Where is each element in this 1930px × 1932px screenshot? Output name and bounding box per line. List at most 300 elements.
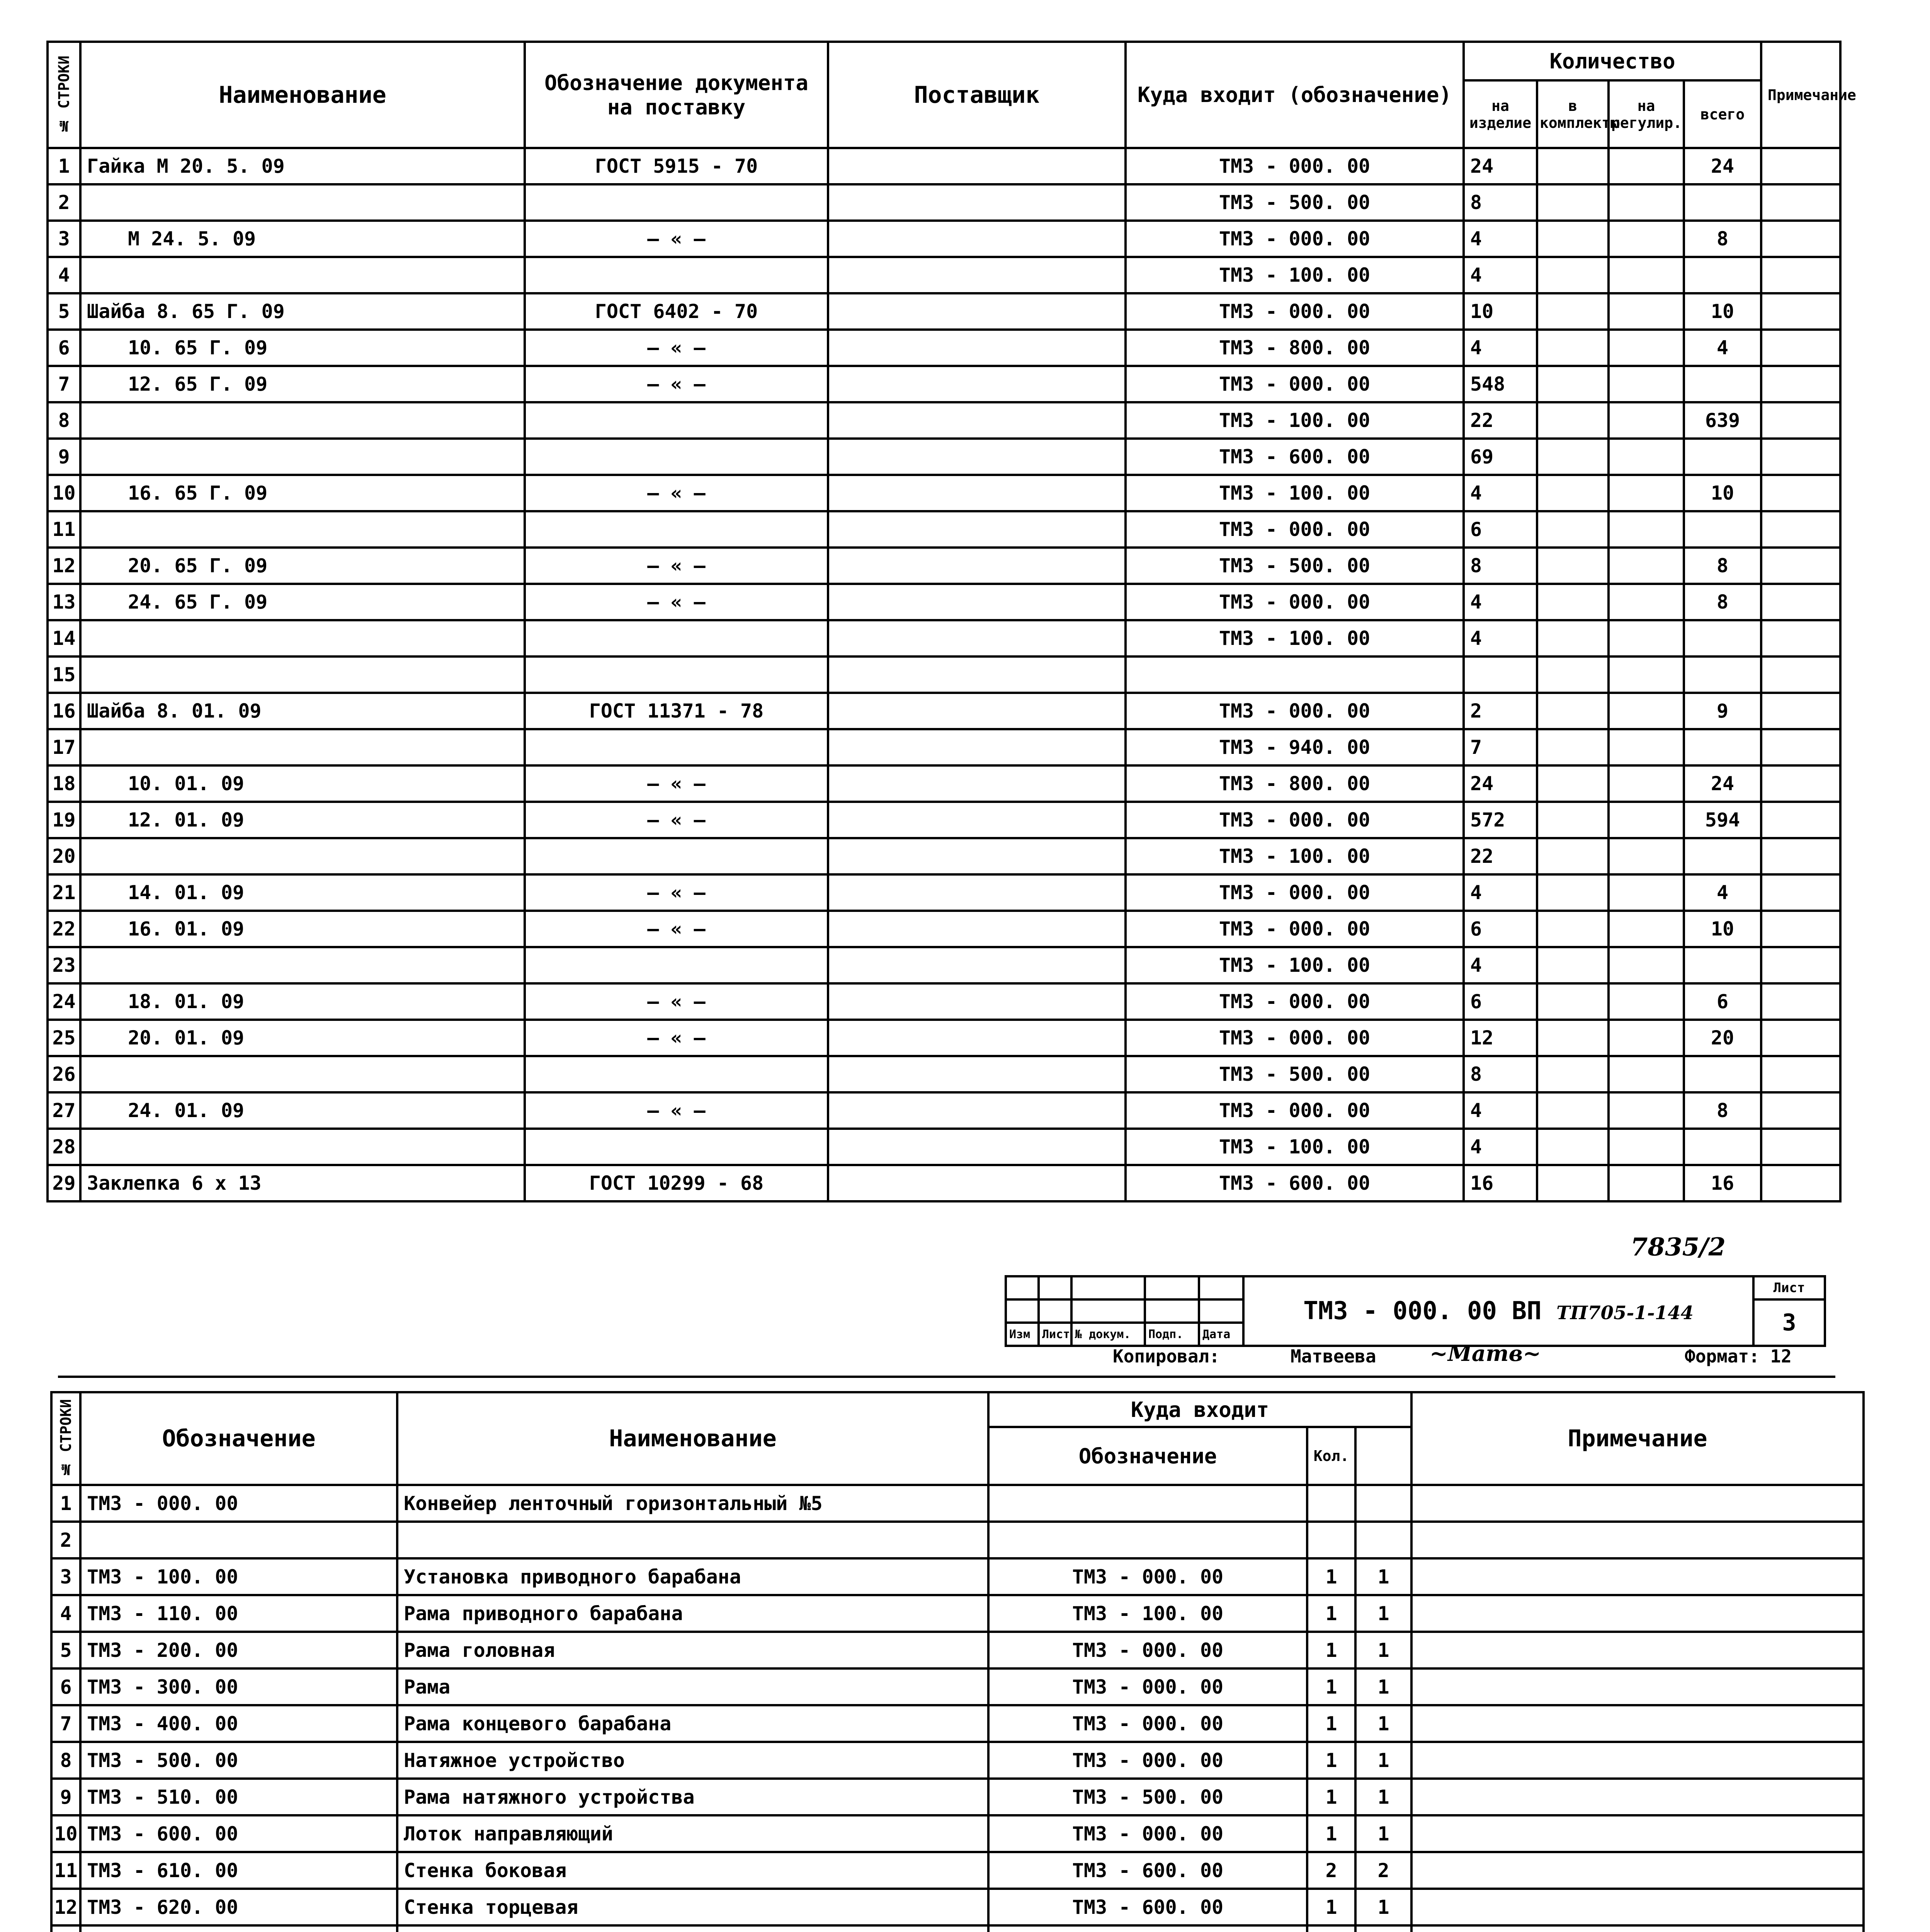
item-name bbox=[80, 184, 525, 221]
row-number: 29 bbox=[48, 1165, 80, 1201]
supplier-cell bbox=[828, 947, 1126, 983]
supplier-cell bbox=[828, 765, 1126, 802]
doc-designation: — « — bbox=[525, 911, 828, 947]
qty-item: 572 bbox=[1464, 802, 1537, 838]
supplier-cell bbox=[828, 184, 1126, 221]
qty-total bbox=[1684, 620, 1761, 656]
where-used: ТМ3 - 000. 00 bbox=[1126, 1092, 1464, 1129]
qty-total: 1 bbox=[1355, 1595, 1411, 1632]
qty-total: 9 bbox=[1684, 693, 1761, 729]
qty-item: 24 bbox=[1464, 148, 1537, 184]
supplier-cell bbox=[828, 983, 1126, 1020]
table-row bbox=[48, 1056, 1840, 1092]
item-name: 10. 01. 09 bbox=[80, 765, 525, 802]
qty-total: 24 bbox=[1684, 148, 1761, 184]
row-number: 16 bbox=[48, 693, 80, 729]
qty-adj bbox=[1609, 184, 1684, 221]
doc-designation: ГОСТ 5915 - 70 bbox=[525, 148, 828, 184]
qty-adj bbox=[1609, 257, 1684, 293]
qty-item: 10 bbox=[1464, 293, 1537, 330]
qty-adj bbox=[1609, 475, 1684, 511]
qty-total: 1 bbox=[1355, 1668, 1411, 1705]
qty-kit bbox=[1537, 584, 1609, 620]
qty-kit bbox=[1537, 293, 1609, 330]
qty-item: 8 bbox=[1464, 548, 1537, 584]
table-row bbox=[48, 729, 1840, 765]
note-cell bbox=[1411, 1705, 1864, 1742]
qty-kit bbox=[1537, 620, 1609, 656]
qty-item: 4 bbox=[1464, 584, 1537, 620]
where-used: ТМ3 - 100. 00 bbox=[1126, 475, 1464, 511]
qty-adj bbox=[1609, 656, 1684, 693]
row-number: 4 bbox=[48, 257, 80, 293]
item-name bbox=[397, 1522, 988, 1558]
qty: 1 bbox=[1307, 1668, 1355, 1705]
qty-kit bbox=[1537, 511, 1609, 548]
header-where-des: Обозначение bbox=[988, 1427, 1307, 1485]
qty-adj bbox=[1609, 947, 1684, 983]
where-used: ТМ3 - 600. 00 bbox=[988, 1889, 1307, 1925]
where-used: ТМ3 - 000. 00 bbox=[988, 1742, 1307, 1779]
qty-kit bbox=[1537, 729, 1609, 765]
note-cell bbox=[1761, 293, 1840, 330]
supplier-cell bbox=[828, 402, 1126, 439]
where-used: ТМ3 - 000. 00 bbox=[1126, 293, 1464, 330]
where-used: ТМ3 - 000. 00 bbox=[988, 1668, 1307, 1705]
item-name: 12. 65 Г. 09 bbox=[80, 366, 525, 402]
designation: ТМ3 - 510. 00 bbox=[80, 1779, 397, 1815]
qty: 1 bbox=[1307, 1632, 1355, 1668]
table-row bbox=[48, 838, 1840, 874]
qty bbox=[1307, 1925, 1355, 1932]
designation: ТМ3 - 300. 00 bbox=[80, 1668, 397, 1705]
table-row bbox=[48, 874, 1840, 911]
note-cell bbox=[1761, 693, 1840, 729]
table-row bbox=[51, 1889, 1864, 1925]
qty-adj bbox=[1609, 620, 1684, 656]
note-cell bbox=[1761, 402, 1840, 439]
qty-adj bbox=[1609, 1129, 1684, 1165]
designation: ТМ3 - 110. 00 bbox=[80, 1595, 397, 1632]
qty-adj bbox=[1609, 838, 1684, 874]
item-name: Рама головная bbox=[397, 1632, 988, 1668]
qty-total bbox=[1684, 366, 1761, 402]
item-name bbox=[80, 1056, 525, 1092]
spec-table bbox=[50, 1391, 1865, 1932]
note-cell bbox=[1761, 620, 1840, 656]
table-row bbox=[48, 330, 1840, 366]
row-number: 23 bbox=[48, 947, 80, 983]
table-row bbox=[48, 947, 1840, 983]
note-cell bbox=[1411, 1558, 1864, 1595]
where-used: ТМ3 - 000. 00 bbox=[1126, 1020, 1464, 1056]
supplier-cell bbox=[828, 257, 1126, 293]
signature-copier: ~Матв~ bbox=[1430, 1341, 1541, 1366]
item-name: Шайба 8. 65 Г. 09 bbox=[80, 293, 525, 330]
stamp-col-label: № докум. bbox=[1071, 1323, 1145, 1346]
note-cell bbox=[1761, 548, 1840, 584]
item-name bbox=[80, 620, 525, 656]
supplier-cell bbox=[828, 1056, 1126, 1092]
qty-total: 1 bbox=[1355, 1779, 1411, 1815]
doc-designation: — « — bbox=[525, 330, 828, 366]
header-qty-item: на изделие bbox=[1464, 80, 1537, 148]
supplier-cell bbox=[828, 548, 1126, 584]
qty-total bbox=[1355, 1485, 1411, 1522]
header-qty-total: всего bbox=[1684, 80, 1761, 148]
where-used: ТМ3 - 600. 00 bbox=[1126, 1165, 1464, 1201]
table-row bbox=[51, 1558, 1864, 1595]
supplier-cell bbox=[828, 729, 1126, 765]
supplier-cell bbox=[828, 148, 1126, 184]
row-number: 21 bbox=[48, 874, 80, 911]
qty-adj bbox=[1609, 584, 1684, 620]
item-name: 14. 01. 09 bbox=[80, 874, 525, 911]
row-number: 19 bbox=[48, 802, 80, 838]
item-name: Рама bbox=[397, 1668, 988, 1705]
where-used: ТМ3 - 500. 00 bbox=[1126, 1056, 1464, 1092]
where-used: ТМ3 - 600. 00 bbox=[1126, 439, 1464, 475]
qty-total: 6 bbox=[1684, 983, 1761, 1020]
supplier-cell bbox=[828, 911, 1126, 947]
qty-adj bbox=[1609, 366, 1684, 402]
qty-adj bbox=[1609, 874, 1684, 911]
qty-total: 2 bbox=[1355, 1852, 1411, 1889]
tp-code: ТП705-1-144 bbox=[1556, 1302, 1694, 1324]
item-name bbox=[80, 1129, 525, 1165]
note-cell bbox=[1761, 1129, 1840, 1165]
stamp-col-label: Лист bbox=[1039, 1323, 1071, 1346]
qty-total bbox=[1684, 947, 1761, 983]
where-used: ТМ3 - 100. 00 bbox=[1126, 1129, 1464, 1165]
where-used: ТМ3 - 100. 00 bbox=[1126, 947, 1464, 983]
row-number: 3 bbox=[48, 221, 80, 257]
qty-adj bbox=[1609, 439, 1684, 475]
qty-total: 4 bbox=[1684, 874, 1761, 911]
designation: ТМ3 - 200. 00 bbox=[80, 1632, 397, 1668]
qty-item bbox=[1464, 656, 1537, 693]
item-name bbox=[80, 947, 525, 983]
qty-adj bbox=[1609, 148, 1684, 184]
doc-designation: ГОСТ 6402 - 70 bbox=[525, 293, 828, 330]
qty-adj bbox=[1609, 1056, 1684, 1092]
item-name: 10. 65 Г. 09 bbox=[80, 330, 525, 366]
supplier-cell bbox=[828, 584, 1126, 620]
note-cell bbox=[1761, 221, 1840, 257]
item-name: Рама натяжного устройства bbox=[397, 1779, 988, 1815]
qty-total: 8 bbox=[1684, 548, 1761, 584]
table-row bbox=[51, 1742, 1864, 1779]
copied-label: Копировал: bbox=[1113, 1346, 1220, 1367]
doc-designation: — « — bbox=[525, 548, 828, 584]
item-name bbox=[80, 838, 525, 874]
row-number: 5 bbox=[51, 1632, 80, 1668]
copied-by: Матвеева bbox=[1291, 1346, 1376, 1367]
item-name: Стенка торцевая bbox=[397, 1889, 988, 1925]
where-used: ТМ3 - 100. 00 bbox=[1126, 402, 1464, 439]
table-row bbox=[48, 221, 1840, 257]
note-cell bbox=[1411, 1779, 1864, 1815]
row-number: 13 bbox=[48, 584, 80, 620]
qty-item: 16 bbox=[1464, 1165, 1537, 1201]
doc-code: 7835/2 bbox=[1631, 1233, 1726, 1262]
supplier-cell bbox=[828, 693, 1126, 729]
header-designation: Обозначение bbox=[80, 1392, 397, 1485]
row-number: 9 bbox=[51, 1779, 80, 1815]
row-number: 14 bbox=[48, 620, 80, 656]
qty-total bbox=[1684, 1129, 1761, 1165]
doc-designation: — « — bbox=[525, 1020, 828, 1056]
item-name: М 24. 5. 09 bbox=[80, 221, 525, 257]
qty-adj bbox=[1609, 1165, 1684, 1201]
qty-item: 4 bbox=[1464, 221, 1537, 257]
qty bbox=[1307, 1522, 1355, 1558]
qty-kit bbox=[1537, 475, 1609, 511]
row-number: 9 bbox=[48, 439, 80, 475]
row-number: 26 bbox=[48, 1056, 80, 1092]
qty-kit bbox=[1537, 1056, 1609, 1092]
row-number: 2 bbox=[51, 1522, 80, 1558]
qty-total: 1 bbox=[1355, 1815, 1411, 1852]
where-used: ТМ3 - 000. 00 bbox=[1126, 221, 1464, 257]
qty-total: 16 bbox=[1684, 1165, 1761, 1201]
note-cell bbox=[1761, 838, 1840, 874]
supplier-cell bbox=[828, 475, 1126, 511]
qty-item: 4 bbox=[1464, 620, 1537, 656]
header-note: Примечание bbox=[1411, 1392, 1864, 1485]
row-number: 15 bbox=[48, 656, 80, 693]
row-number: 24 bbox=[48, 983, 80, 1020]
row-number: 17 bbox=[48, 729, 80, 765]
qty-item: 22 bbox=[1464, 838, 1537, 874]
qty-total: 10 bbox=[1684, 911, 1761, 947]
item-name: Конвейер ленточный горизонтальный №5 bbox=[397, 1485, 988, 1522]
item-name bbox=[80, 257, 525, 293]
row-number: 7 bbox=[48, 366, 80, 402]
qty-total bbox=[1684, 729, 1761, 765]
where-used: ТМ3 - 000. 00 bbox=[1126, 584, 1464, 620]
table-row bbox=[48, 257, 1840, 293]
qty-total: 1 bbox=[1355, 1705, 1411, 1742]
item-name: 12. 01. 09 bbox=[80, 802, 525, 838]
doc-designation: — « — bbox=[525, 475, 828, 511]
header-supplier: Поставщик bbox=[828, 42, 1126, 148]
doc-designation: — « — bbox=[525, 874, 828, 911]
row-number: 3 bbox=[51, 1558, 80, 1595]
item-name: Установка приводного барабана bbox=[397, 1558, 988, 1595]
where-used bbox=[1126, 656, 1464, 693]
qty-total bbox=[1684, 1056, 1761, 1092]
qty-item: 2 bbox=[1464, 693, 1537, 729]
table-row bbox=[51, 1595, 1864, 1632]
where-used: ТМ3 - 000. 00 bbox=[1126, 911, 1464, 947]
supplier-cell bbox=[828, 802, 1126, 838]
qty-item: 6 bbox=[1464, 511, 1537, 548]
table-row bbox=[48, 184, 1840, 221]
qty-total: 10 bbox=[1684, 475, 1761, 511]
qty: 1 bbox=[1307, 1558, 1355, 1595]
title-block-1 bbox=[1005, 1275, 1826, 1347]
row-number: 28 bbox=[48, 1129, 80, 1165]
row-number: 6 bbox=[48, 330, 80, 366]
designation bbox=[80, 1925, 397, 1932]
qty-adj bbox=[1609, 330, 1684, 366]
qty-item: 7 bbox=[1464, 729, 1537, 765]
note-cell bbox=[1761, 511, 1840, 548]
item-name: Гайка М 20. 5. 09 bbox=[80, 148, 525, 184]
where-used: ТМ3 - 100. 00 bbox=[988, 1595, 1307, 1632]
row-number: 25 bbox=[48, 1020, 80, 1056]
row-number: 27 bbox=[48, 1092, 80, 1129]
table-row bbox=[48, 1092, 1840, 1129]
doc-designation: ГОСТ 10299 - 68 bbox=[525, 1165, 828, 1201]
qty-item: 12 bbox=[1464, 1020, 1537, 1056]
note-cell bbox=[1761, 366, 1840, 402]
qty-adj bbox=[1609, 802, 1684, 838]
qty-kit bbox=[1537, 983, 1609, 1020]
item-name: 16. 65 Г. 09 bbox=[80, 475, 525, 511]
qty-item: 548 bbox=[1464, 366, 1537, 402]
qty-total: 1 bbox=[1355, 1632, 1411, 1668]
where-used: ТМ3 - 800. 00 bbox=[1126, 765, 1464, 802]
qty-total: 8 bbox=[1684, 1092, 1761, 1129]
qty-kit bbox=[1537, 874, 1609, 911]
table-row bbox=[51, 1632, 1864, 1668]
header-name: Наименование bbox=[397, 1392, 988, 1485]
qty: 1 bbox=[1307, 1742, 1355, 1779]
table-row bbox=[48, 548, 1840, 584]
designation: ТМ3 - 600. 00 bbox=[80, 1815, 397, 1852]
supplier-cell bbox=[828, 838, 1126, 874]
qty-adj bbox=[1609, 548, 1684, 584]
item-name: 24. 65 Г. 09 bbox=[80, 584, 525, 620]
doc-designation bbox=[525, 838, 828, 874]
where-used: ТМ3 - 100. 00 bbox=[1126, 620, 1464, 656]
qty-adj bbox=[1609, 293, 1684, 330]
row-number: 8 bbox=[51, 1742, 80, 1779]
qty-total: 1 bbox=[1355, 1558, 1411, 1595]
doc-designation bbox=[525, 439, 828, 475]
table-row bbox=[48, 511, 1840, 548]
where-used bbox=[988, 1925, 1307, 1932]
table-row bbox=[51, 1925, 1864, 1932]
qty-kit bbox=[1537, 257, 1609, 293]
table-row bbox=[51, 1815, 1864, 1852]
row-number: 11 bbox=[51, 1852, 80, 1889]
qty-kit bbox=[1537, 221, 1609, 257]
where-used: ТМ3 - 000. 00 bbox=[1126, 693, 1464, 729]
qty-item: 4 bbox=[1464, 475, 1537, 511]
item-name: 16. 01. 09 bbox=[80, 911, 525, 947]
qty-kit bbox=[1537, 439, 1609, 475]
where-used: ТМ3 - 000. 00 bbox=[1126, 366, 1464, 402]
supplier-cell bbox=[828, 1020, 1126, 1056]
table-row bbox=[48, 1020, 1840, 1056]
qty-kit bbox=[1537, 548, 1609, 584]
table-row bbox=[48, 293, 1840, 330]
header-where: Куда входит bbox=[988, 1392, 1411, 1427]
where-used: ТМ3 - 940. 00 bbox=[1126, 729, 1464, 765]
note-cell bbox=[1411, 1852, 1864, 1889]
qty-kit bbox=[1537, 765, 1609, 802]
qty-total bbox=[1355, 1522, 1411, 1558]
doc-designation: ГОСТ 11371 - 78 bbox=[525, 693, 828, 729]
qty-kit bbox=[1537, 802, 1609, 838]
designation: ТМ3 - 000. 00 bbox=[80, 1485, 397, 1522]
qty-item: 22 bbox=[1464, 402, 1537, 439]
doc-designation bbox=[525, 402, 828, 439]
supplier-cell bbox=[828, 366, 1126, 402]
qty-total: 639 bbox=[1684, 402, 1761, 439]
qty-item: 4 bbox=[1464, 257, 1537, 293]
qty-total bbox=[1684, 511, 1761, 548]
row-number: 7 bbox=[51, 1705, 80, 1742]
qty-total bbox=[1684, 838, 1761, 874]
note-cell bbox=[1411, 1632, 1864, 1668]
table-row bbox=[48, 1129, 1840, 1165]
note-cell bbox=[1411, 1522, 1864, 1558]
table-row bbox=[48, 802, 1840, 838]
qty-total: 4 bbox=[1684, 330, 1761, 366]
supplier-cell bbox=[828, 620, 1126, 656]
row-number: 4 bbox=[51, 1595, 80, 1632]
qty bbox=[1307, 1485, 1355, 1522]
supply-table bbox=[46, 41, 1856, 1202]
qty: 1 bbox=[1307, 1705, 1355, 1742]
qty-total: 8 bbox=[1684, 221, 1761, 257]
supplier-cell bbox=[828, 439, 1126, 475]
header-qty-kit: в комплекты bbox=[1537, 80, 1609, 148]
qty-item: 4 bbox=[1464, 874, 1537, 911]
table-row bbox=[48, 439, 1840, 475]
row-number: 8 bbox=[48, 402, 80, 439]
doc-designation: — « — bbox=[525, 584, 828, 620]
doc-designation bbox=[525, 947, 828, 983]
item-name: Рама концевого барабана bbox=[397, 1705, 988, 1742]
qty: 1 bbox=[1307, 1815, 1355, 1852]
doc-designation bbox=[525, 511, 828, 548]
header-row-no: № СТРОКИ bbox=[51, 1392, 80, 1485]
item-name: Шайба 8. 01. 09 bbox=[80, 693, 525, 729]
where-used: ТМ3 - 100. 00 bbox=[1126, 838, 1464, 874]
qty-total bbox=[1684, 257, 1761, 293]
note-cell bbox=[1761, 1092, 1840, 1129]
designation: ТМ3 - 610. 00 bbox=[80, 1852, 397, 1889]
qty-kit bbox=[1537, 184, 1609, 221]
designation: ТМ3 - 000. 00 ВП bbox=[1303, 1297, 1542, 1325]
supplier-cell bbox=[828, 330, 1126, 366]
qty-adj bbox=[1609, 1092, 1684, 1129]
note-cell bbox=[1761, 911, 1840, 947]
note-cell bbox=[1411, 1668, 1864, 1705]
qty-total: 10 bbox=[1684, 293, 1761, 330]
qty-kit bbox=[1537, 148, 1609, 184]
doc-designation bbox=[525, 729, 828, 765]
qty-total bbox=[1684, 439, 1761, 475]
note-cell bbox=[1761, 1056, 1840, 1092]
note-cell bbox=[1411, 1889, 1864, 1925]
qty-total: 594 bbox=[1684, 802, 1761, 838]
note-cell bbox=[1761, 656, 1840, 693]
doc-designation: — « — bbox=[525, 765, 828, 802]
note-cell bbox=[1761, 475, 1840, 511]
doc-designation: — « — bbox=[525, 1092, 828, 1129]
header-doc: Обозначение документа на поставку bbox=[525, 42, 828, 148]
qty-kit bbox=[1537, 911, 1609, 947]
qty-item: 4 bbox=[1464, 1092, 1537, 1129]
qty-kit bbox=[1537, 1129, 1609, 1165]
supplier-cell bbox=[828, 221, 1126, 257]
